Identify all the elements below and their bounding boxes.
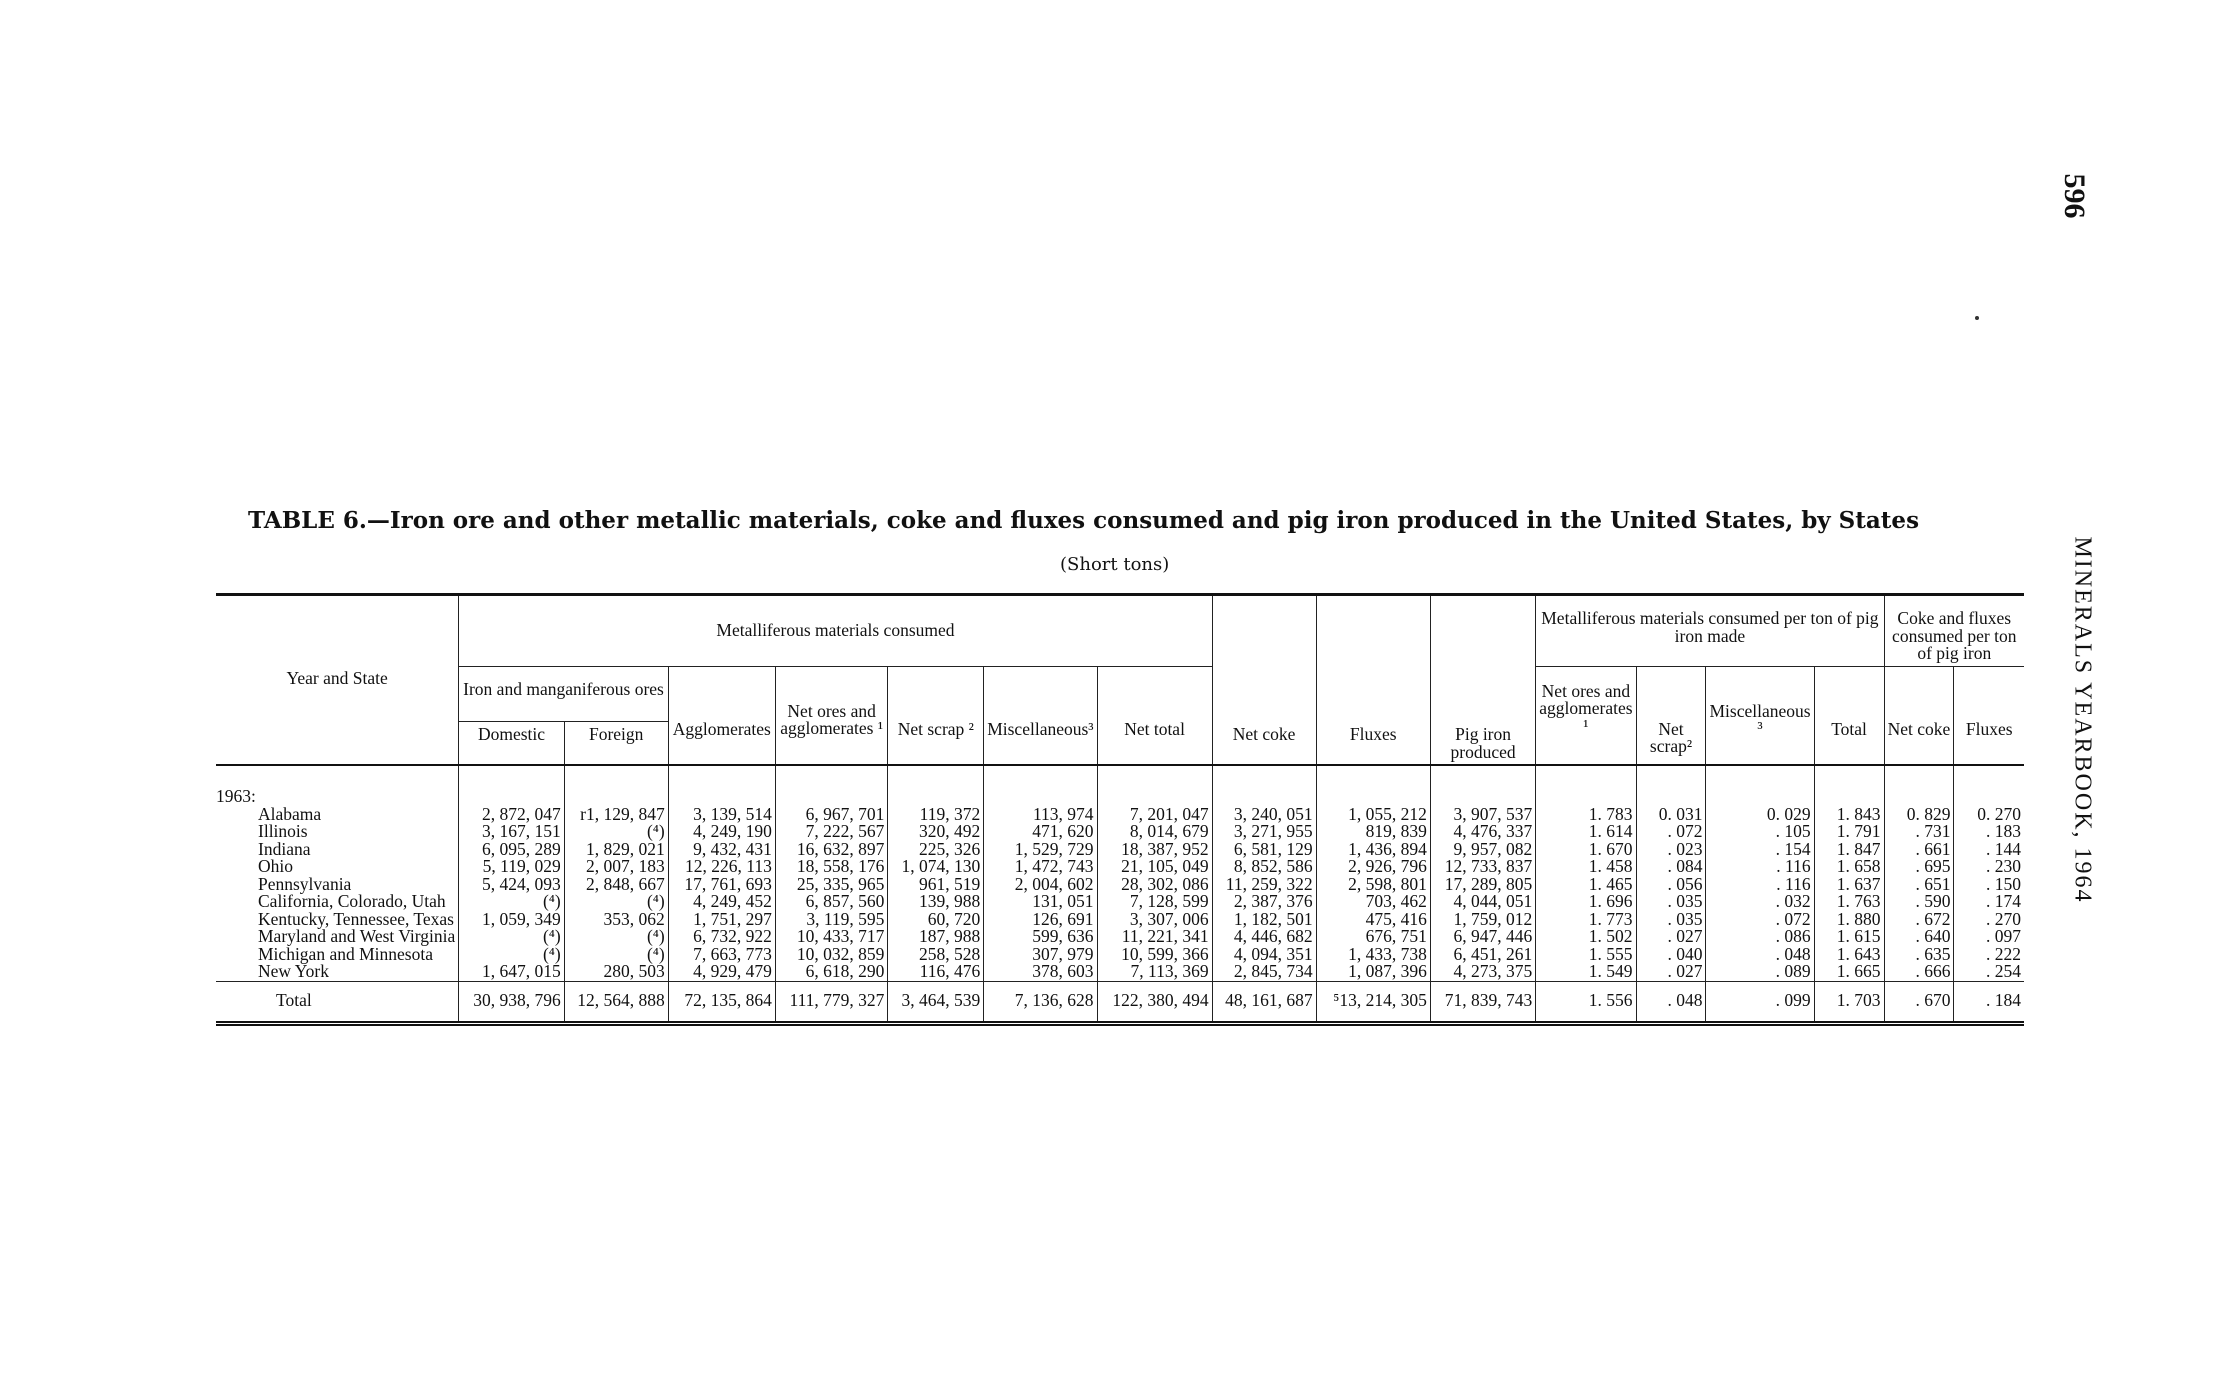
table-row — [216, 893, 2024, 911]
table-cell: . 672 — [1884, 911, 1954, 929]
total-cell: 7, 136, 628 — [984, 981, 1097, 1024]
table-cell: 5, 119, 029 — [459, 858, 564, 876]
running-head: MINERALS YEARBOOK, 1964 — [2069, 536, 2096, 904]
header-pig-iron: Pig iron produced — [1430, 595, 1535, 766]
header-fluxes: Fluxes — [1316, 595, 1430, 766]
table-cell: 1. 665 — [1814, 963, 1884, 981]
header-pt-misc: Miscellaneous ³ — [1706, 666, 1814, 765]
table-cell: 2, 007, 183 — [564, 858, 668, 876]
table-cell: 1, 436, 894 — [1316, 841, 1430, 859]
table-cell: 7, 128, 599 — [1097, 893, 1212, 911]
table-cell: 475, 416 — [1316, 911, 1430, 929]
table-cell: 16, 632, 897 — [775, 841, 888, 859]
table-cell: . 731 — [1884, 823, 1954, 841]
table-cell: 0. 029 — [1706, 806, 1814, 824]
table-cell: 28, 302, 086 — [1097, 876, 1212, 894]
table-cell: 1. 658 — [1814, 858, 1884, 876]
table-cell: . 040 — [1636, 946, 1706, 964]
table-cell: 1. 696 — [1536, 893, 1636, 911]
table-cell: 7, 113, 369 — [1097, 963, 1212, 981]
total-cell: 111, 779, 327 — [775, 981, 888, 1024]
table-cell: 126, 691 — [984, 911, 1097, 929]
table-cell: 1. 847 — [1814, 841, 1884, 859]
table-cell: 6, 581, 129 — [1212, 841, 1316, 859]
table-cell: 1. 670 — [1536, 841, 1636, 859]
table-cell: 1. 465 — [1536, 876, 1636, 894]
header-per-ton-group: Metalliferous materials consumed per ton of pig iron made — [1536, 595, 1884, 667]
table-cell: 1. 637 — [1814, 876, 1884, 894]
state-name: California, Colorado, Utah — [216, 893, 459, 911]
table-cell: 8, 014, 679 — [1097, 823, 1212, 841]
table-cell: . 661 — [1884, 841, 1954, 859]
table-cell: 4, 446, 682 — [1212, 928, 1316, 946]
table-cell: 819, 839 — [1316, 823, 1430, 841]
table-cell: 1, 829, 021 — [564, 841, 668, 859]
header-agglomerates: Agglomerates — [668, 666, 775, 765]
table-cell: 320, 492 — [888, 823, 984, 841]
table-cell: 1, 074, 130 — [888, 858, 984, 876]
table-cell: 25, 335, 965 — [775, 876, 888, 894]
table-row — [216, 823, 2024, 841]
table-cell: . 183 — [1986, 821, 2021, 841]
table-cell: . 027 — [1636, 928, 1706, 946]
table-cell: 1. 773 — [1536, 911, 1636, 929]
table-cell: . 640 — [1884, 928, 1954, 946]
header-metalliferous-consumed: Metalliferous materials consumed — [459, 595, 1212, 667]
table-cell: 1. 555 — [1536, 946, 1636, 964]
table-cell: 2, 598, 801 — [1316, 876, 1430, 894]
table-cell: 10, 599, 366 — [1097, 946, 1212, 964]
page-speck — [1975, 316, 1979, 320]
table-cell: 1. 763 — [1814, 893, 1884, 911]
table-cell: 7, 201, 047 — [1097, 806, 1212, 824]
table-cell: 4, 094, 351 — [1212, 946, 1316, 964]
data-table — [216, 593, 2024, 1026]
table-cell: 1, 759, 012 — [1430, 911, 1535, 929]
header-net-coke: Net coke — [1212, 595, 1316, 766]
table-cell: 6, 732, 922 — [668, 928, 775, 946]
table-cell: 1, 647, 015 — [459, 963, 564, 981]
state-name: Alabama — [216, 806, 459, 824]
table-cell: 1, 472, 743 — [984, 858, 1097, 876]
table-cell: 353, 062 — [564, 911, 668, 929]
year-row — [216, 765, 2024, 806]
table-cell: . 072 — [1636, 823, 1706, 841]
table-cell: 6, 857, 560 — [775, 893, 888, 911]
table-cell: . 035 — [1636, 893, 1706, 911]
table-cell: (⁴) — [564, 893, 668, 911]
table-row — [216, 858, 2024, 876]
header-year-state: Year and State — [216, 595, 459, 766]
total-label: Total — [216, 981, 459, 1024]
table-subtitle: (Short tons) — [1060, 554, 1170, 575]
table-cell: 10, 032, 859 — [775, 946, 888, 964]
table-cell: 10, 433, 717 — [775, 928, 888, 946]
state-name: Indiana — [216, 841, 459, 859]
table-cell: 1. 783 — [1536, 806, 1636, 824]
table-cell: 961, 519 — [888, 876, 984, 894]
total-cell: . 099 — [1706, 981, 1814, 1024]
table-cell: 1. 880 — [1814, 911, 1884, 929]
table-cell: 17, 289, 805 — [1430, 876, 1535, 894]
table-cell: 5, 424, 093 — [459, 876, 564, 894]
table-cell: r1, 129, 847 — [564, 806, 668, 824]
table-cell: 1, 059, 349 — [459, 911, 564, 929]
table-cell: 11, 221, 341 — [1097, 928, 1212, 946]
table-row — [216, 911, 2024, 929]
table-cell: . 222 — [1986, 943, 2021, 964]
state-name: Ohio — [216, 858, 459, 876]
table-cell: 2, 845, 734 — [1212, 963, 1316, 981]
table-cell: 17, 761, 693 — [668, 876, 775, 894]
table-cell: . 174 — [1986, 891, 2021, 911]
table-cell: 187, 988 — [888, 928, 984, 946]
total-row — [216, 981, 2024, 1024]
header-net-ores-agg: Net ores and agglomerates ¹ — [775, 666, 888, 765]
table-cell: 18, 387, 952 — [1097, 841, 1212, 859]
table-cell: 378, 603 — [984, 963, 1097, 981]
header-coke-fluxes-group: Coke and fluxes consumed per ton of pig iron — [1884, 595, 2024, 667]
table-header — [216, 595, 2024, 766]
table-cell: 307, 979 — [984, 946, 1097, 964]
state-name: Illinois — [216, 823, 459, 841]
table-cell: (⁴) — [459, 928, 564, 946]
page-number: 596 — [2058, 173, 2091, 219]
total-cell: 48, 161, 687 — [1212, 981, 1316, 1024]
total-cell: 12, 564, 888 — [564, 981, 668, 1024]
table-cell: 225, 326 — [888, 841, 984, 859]
header-cf-net-coke: Net coke — [1884, 666, 1954, 765]
table-title: TABLE 6.—Iron ore and other metallic materials, coke and fluxes consumed and pig iron produced in the United States, by States — [248, 507, 1920, 534]
table-cell: 2, 848, 667 — [564, 876, 668, 894]
state-name: Michigan and Minnesota — [216, 946, 459, 964]
table-cell: . 635 — [1884, 946, 1954, 964]
header-cf-fluxes: Fluxes — [1965, 718, 2013, 739]
year-label: 1963: — [216, 765, 459, 806]
table-cell: 6, 451, 261 — [1430, 946, 1535, 964]
table-cell: . 230 — [1986, 856, 2021, 876]
total-cell: 71, 839, 743 — [1430, 981, 1535, 1024]
total-cell: ⁵13, 214, 305 — [1316, 981, 1430, 1024]
table-cell: 131, 051 — [984, 893, 1097, 911]
table-cell: . 154 — [1706, 841, 1814, 859]
table-cell: 0. 031 — [1636, 806, 1706, 824]
table-cell: . 048 — [1706, 946, 1814, 964]
table-cell: 4, 929, 479 — [668, 963, 775, 981]
table-cell: 4, 476, 337 — [1430, 823, 1535, 841]
table-cell: . 590 — [1884, 893, 1954, 911]
total-cell: 1. 703 — [1814, 981, 1884, 1024]
total-cell: 30, 938, 796 — [459, 981, 564, 1024]
table-cell: 11, 259, 322 — [1212, 876, 1316, 894]
table-cell: 471, 620 — [984, 823, 1097, 841]
table-cell: 3, 240, 051 — [1212, 806, 1316, 824]
table-cell: 1. 643 — [1814, 946, 1884, 964]
state-name: Maryland and West Virginia — [216, 928, 459, 946]
table-cell: 7, 663, 773 — [668, 946, 775, 964]
header-net-scrap: Net scrap ² — [888, 666, 984, 765]
table-cell: 12, 733, 837 — [1430, 858, 1535, 876]
table-cell: 1. 502 — [1536, 928, 1636, 946]
table-cell: . 666 — [1884, 963, 1954, 981]
table-cell: 3, 907, 537 — [1430, 806, 1535, 824]
table-cell: . 084 — [1636, 858, 1706, 876]
table-cell: . 651 — [1884, 876, 1954, 894]
table-cell: . 254 — [1986, 961, 2021, 981]
table-cell: 2, 004, 602 — [984, 876, 1097, 894]
table-cell: 21, 105, 049 — [1097, 858, 1212, 876]
table-cell: 7, 222, 567 — [775, 823, 888, 841]
total-cell: . 048 — [1636, 981, 1706, 1024]
table-cell: . 089 — [1706, 963, 1814, 981]
table-cell: 113, 974 — [984, 806, 1097, 824]
table-cell: . 032 — [1706, 893, 1814, 911]
table-cell: (⁴) — [564, 823, 668, 841]
table-cell: 2, 926, 796 — [1316, 858, 1430, 876]
table-row — [216, 928, 2024, 946]
total-cell: . 184 — [1954, 981, 2024, 1024]
table-cell: 4, 249, 190 — [668, 823, 775, 841]
table-cell: 3, 271, 955 — [1212, 823, 1316, 841]
table-cell: . 150 — [1986, 873, 2021, 894]
table-cell: 3, 119, 595 — [775, 911, 888, 929]
table-cell: 1. 791 — [1814, 823, 1884, 841]
table-cell: 703, 462 — [1316, 893, 1430, 911]
header-domestic: Domestic — [459, 721, 564, 765]
table-cell: 6, 967, 701 — [775, 806, 888, 824]
total-cell: 1. 556 — [1536, 981, 1636, 1024]
table-cell: 6, 095, 289 — [459, 841, 564, 859]
state-name: New York — [216, 963, 459, 981]
table-cell: 12, 226, 113 — [668, 858, 775, 876]
header-iron-mang-ores: Iron and manganiferous ores — [459, 666, 668, 721]
table-cell: 139, 988 — [888, 893, 984, 911]
table-cell: 4, 249, 452 — [668, 893, 775, 911]
table-cell: 8, 852, 586 — [1212, 858, 1316, 876]
table-row — [216, 876, 2024, 894]
total-cell: 122, 380, 494 — [1097, 981, 1212, 1024]
table-cell: 3, 139, 514 — [668, 806, 775, 824]
table-cell: . 023 — [1636, 841, 1706, 859]
table-cell: 1. 549 — [1536, 963, 1636, 981]
total-cell: . 670 — [1884, 981, 1954, 1024]
table-cell: 9, 957, 082 — [1430, 841, 1535, 859]
table-body — [216, 765, 2024, 1024]
table-cell: 1. 615 — [1814, 928, 1884, 946]
table-cell: . 270 — [1986, 908, 2021, 929]
header-pt-total: Total — [1814, 666, 1884, 765]
table-cell: 258, 528 — [888, 946, 984, 964]
header-foreign: Foreign — [564, 721, 668, 765]
table-cell: 1. 458 — [1536, 858, 1636, 876]
state-name: Kentucky, Tennessee, Texas — [216, 911, 459, 929]
table-cell: 116, 476 — [888, 963, 984, 981]
total-cell: 72, 135, 864 — [668, 981, 775, 1024]
table-cell: . 035 — [1636, 911, 1706, 929]
table-cell: 1, 087, 396 — [1316, 963, 1430, 981]
table-cell: 6, 618, 290 — [775, 963, 888, 981]
header-net-total: Net total — [1097, 666, 1212, 765]
table-cell: 1, 751, 297 — [668, 911, 775, 929]
header-pt-net-ores: Net ores and agglomerates ¹ — [1536, 666, 1636, 765]
table-cell: (⁴) — [459, 893, 564, 911]
table-cell: 2, 387, 376 — [1212, 893, 1316, 911]
table-cell: . 144 — [1986, 838, 2021, 859]
table-cell: 4, 273, 375 — [1430, 963, 1535, 981]
table-cell: 0. 270 — [1977, 803, 2021, 824]
table-cell: 1. 614 — [1536, 823, 1636, 841]
table-cell: 2, 872, 047 — [459, 806, 564, 824]
table-cell: 6, 947, 446 — [1430, 928, 1535, 946]
header-pt-net-scrap: Net scrap² — [1636, 666, 1706, 765]
table-cell: 1. 843 — [1814, 806, 1884, 824]
table-cell: 0. 829 — [1884, 806, 1954, 824]
table-cell: 280, 503 — [564, 963, 668, 981]
table-cell: 60, 720 — [888, 911, 984, 929]
table-cell: . 072 — [1706, 911, 1814, 929]
table-cell: . 097 — [1986, 926, 2021, 946]
table-cell: (⁴) — [564, 928, 668, 946]
table-cell: 599, 636 — [984, 928, 1097, 946]
header-misc: Miscellaneous³ — [984, 666, 1097, 765]
table-cell: . 105 — [1706, 823, 1814, 841]
table-cell: . 056 — [1636, 876, 1706, 894]
table-cell: 119, 372 — [888, 806, 984, 824]
table-cell: . 695 — [1884, 858, 1954, 876]
table-cell: 1, 529, 729 — [984, 841, 1097, 859]
table-cell: 1, 433, 738 — [1316, 946, 1430, 964]
state-name: Pennsylvania — [216, 876, 459, 894]
table-cell: 4, 044, 051 — [1430, 893, 1535, 911]
table-cell: 18, 558, 176 — [775, 858, 888, 876]
table-cell: (⁴) — [564, 946, 668, 964]
table-cell: 1, 182, 501 — [1212, 911, 1316, 929]
table-cell: . 027 — [1636, 963, 1706, 981]
table-cell: 9, 432, 431 — [668, 841, 775, 859]
table-cell: 1, 055, 212 — [1316, 806, 1430, 824]
table-cell: 3, 167, 151 — [459, 823, 564, 841]
table-cell: 676, 751 — [1316, 928, 1430, 946]
table-cell: . 116 — [1706, 876, 1814, 894]
total-cell: 3, 464, 539 — [888, 981, 984, 1024]
table-cell: (⁴) — [459, 946, 564, 964]
table-cell: 3, 307, 006 — [1097, 911, 1212, 929]
table-cell: . 116 — [1706, 858, 1814, 876]
table-row — [216, 963, 2024, 981]
table-cell: . 086 — [1706, 928, 1814, 946]
